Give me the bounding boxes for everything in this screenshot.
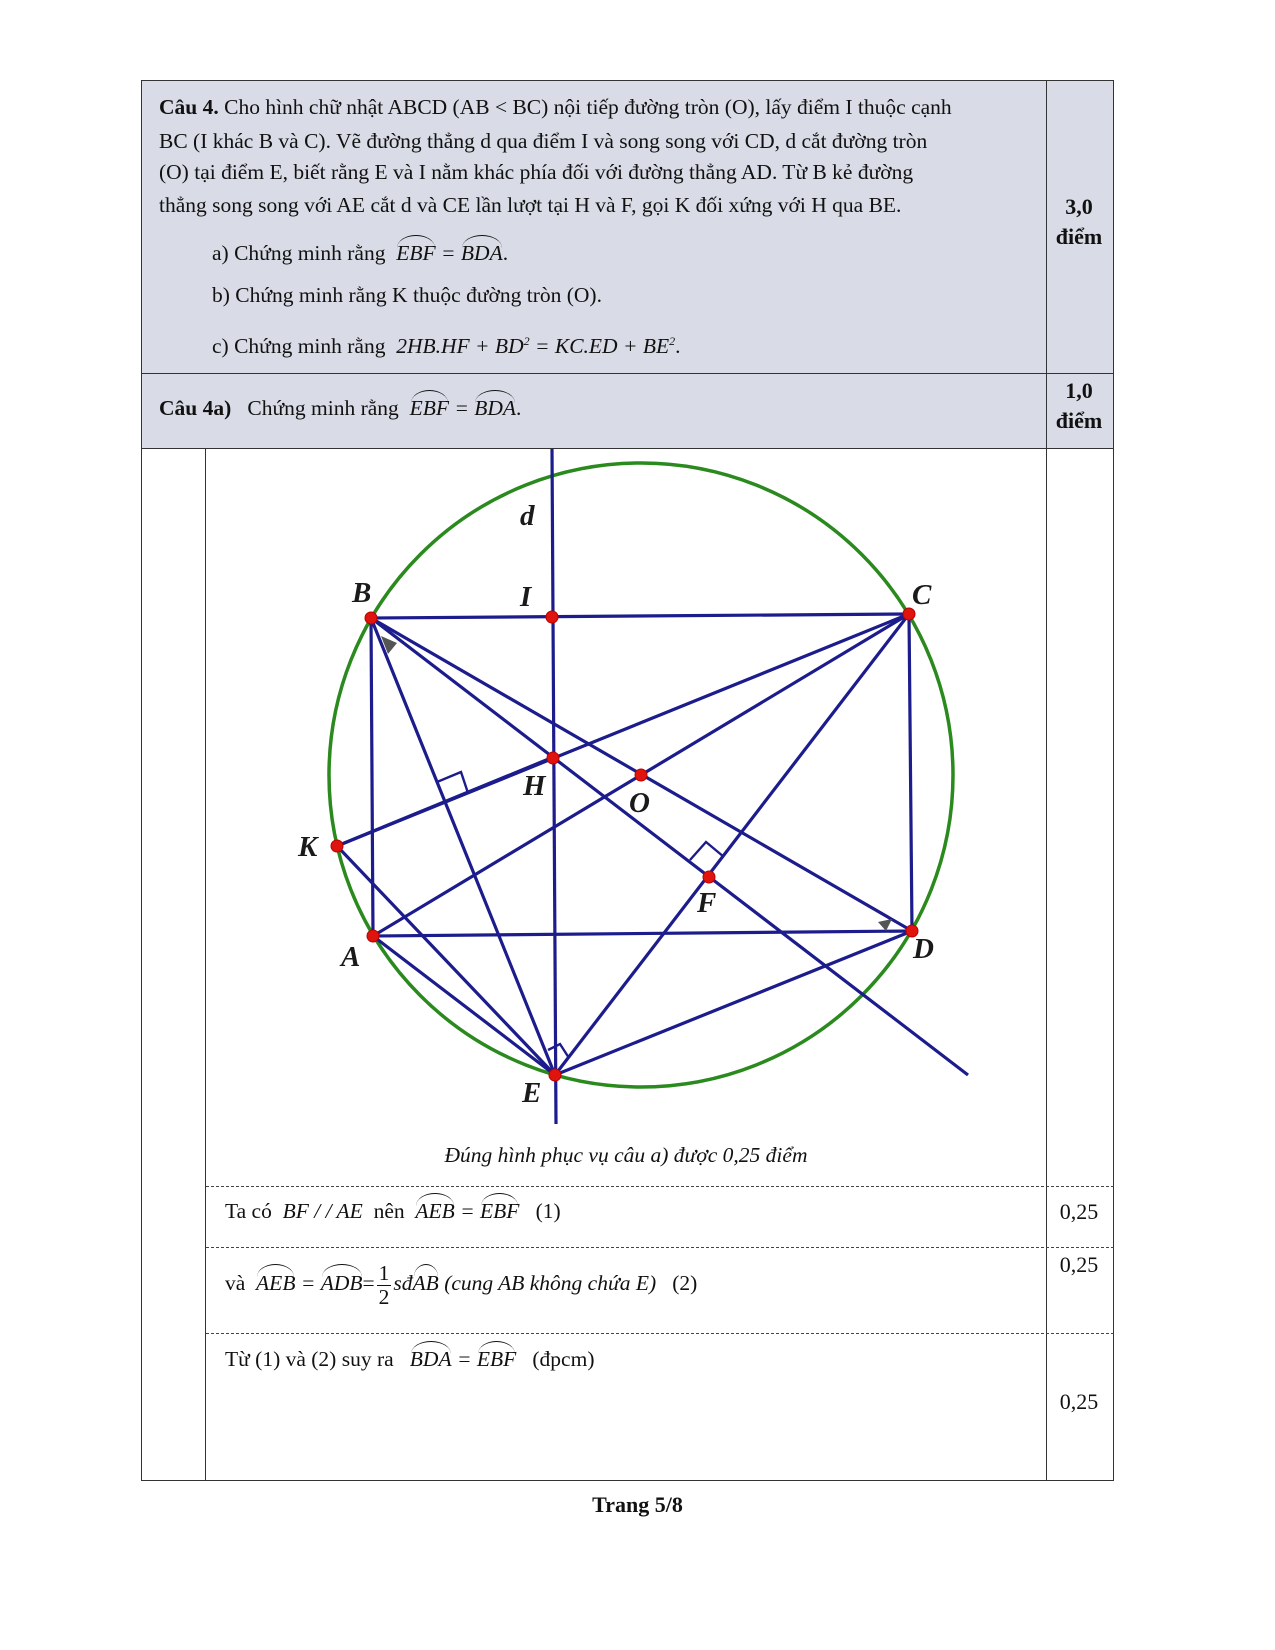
- right-angle-e: [548, 1044, 569, 1058]
- point-b: [365, 612, 377, 624]
- separator-1: [206, 1186, 1114, 1187]
- step-2: và AEB = ADB= $\frac{1}{2}$ sđAB (cung AB không chứa E) (2): [225, 1261, 698, 1309]
- point-a: [367, 930, 379, 942]
- segment-ce: [555, 614, 909, 1075]
- question-line-4: thẳng song song với AE cắt d và CE lần lượt tại H và F, gọi K đối xứng với H qua BE.: [159, 193, 902, 217]
- label-k: K: [298, 831, 318, 863]
- question-part-a: a) Chứng minh rằng EBF = BDA.: [212, 241, 509, 265]
- segment-ad: [373, 931, 912, 936]
- step-1: Ta có BF / / AE nên AEB = EBF (1): [225, 1199, 561, 1223]
- step-3: Từ (1) và (2) suy ra BDA = EBF (đpcm): [225, 1347, 595, 1371]
- angle-mark-d: [878, 919, 892, 931]
- question-line-3: (O) tại điểm E, biết rằng E và I nằm khác phía đối với đường thẳng AD. Từ B kẻ đường: [159, 160, 914, 184]
- label-d: d: [520, 500, 535, 532]
- label-b: B: [352, 577, 372, 609]
- label-d-point: D: [913, 933, 934, 965]
- label-c: C: [912, 579, 932, 611]
- point-k: [331, 840, 343, 852]
- page-number: Trang 5/8: [592, 1492, 683, 1517]
- label-f: F: [697, 887, 717, 919]
- subquestion-title: Câu 4a) Chứng minh rằng EBF = BDA.: [159, 396, 522, 420]
- right-angle-f: [690, 842, 724, 860]
- point-o: [635, 769, 647, 781]
- label-h: H: [523, 770, 546, 802]
- point-e: [549, 1069, 561, 1081]
- line-bh: [371, 618, 968, 1075]
- point-h: [547, 752, 559, 764]
- step-3-score: 0,25: [1059, 1389, 1099, 1414]
- question-line-2: BC (I khác B và C). Vẽ đường thẳng d qua điểm I và song song với CD, d cắt đường tròn: [159, 129, 928, 153]
- step-1-score: 0,25: [1059, 1199, 1099, 1224]
- question-part-b: b) Chứng minh rằng K thuộc đường tròn (O).: [212, 283, 602, 307]
- segment-bc: [371, 614, 909, 618]
- question-part-c: c) Chứng minh rằng $2HB.HF + BD^2 = KC.ED + BE^2$.: [212, 334, 681, 359]
- label-a: A: [341, 941, 361, 973]
- segment-ba: [371, 618, 373, 936]
- separator-2: [206, 1247, 1114, 1248]
- segment-ke: [337, 846, 555, 1075]
- subquestion-score: 1,0 điểm: [1055, 378, 1103, 433]
- label-o: O: [629, 787, 650, 819]
- label-e: E: [522, 1077, 542, 1109]
- figure-caption: Đúng hình phục vụ câu a) được 0,25 điểm: [444, 1143, 808, 1167]
- label-i: I: [520, 581, 532, 613]
- point-i: [546, 611, 558, 623]
- separator-3: [206, 1333, 1114, 1334]
- step-2-score: 0,25: [1059, 1252, 1099, 1277]
- question-line-1: Câu 4. Cho hình chữ nhật ABCD (AB < BC) nội tiếp đường tròn (O), lấy điểm I thuộc cạnh: [159, 95, 952, 119]
- question-score: 3,0 điểm: [1055, 194, 1103, 249]
- line-d: [552, 449, 556, 1124]
- segment-cd: [909, 614, 912, 931]
- point-f: [703, 871, 715, 883]
